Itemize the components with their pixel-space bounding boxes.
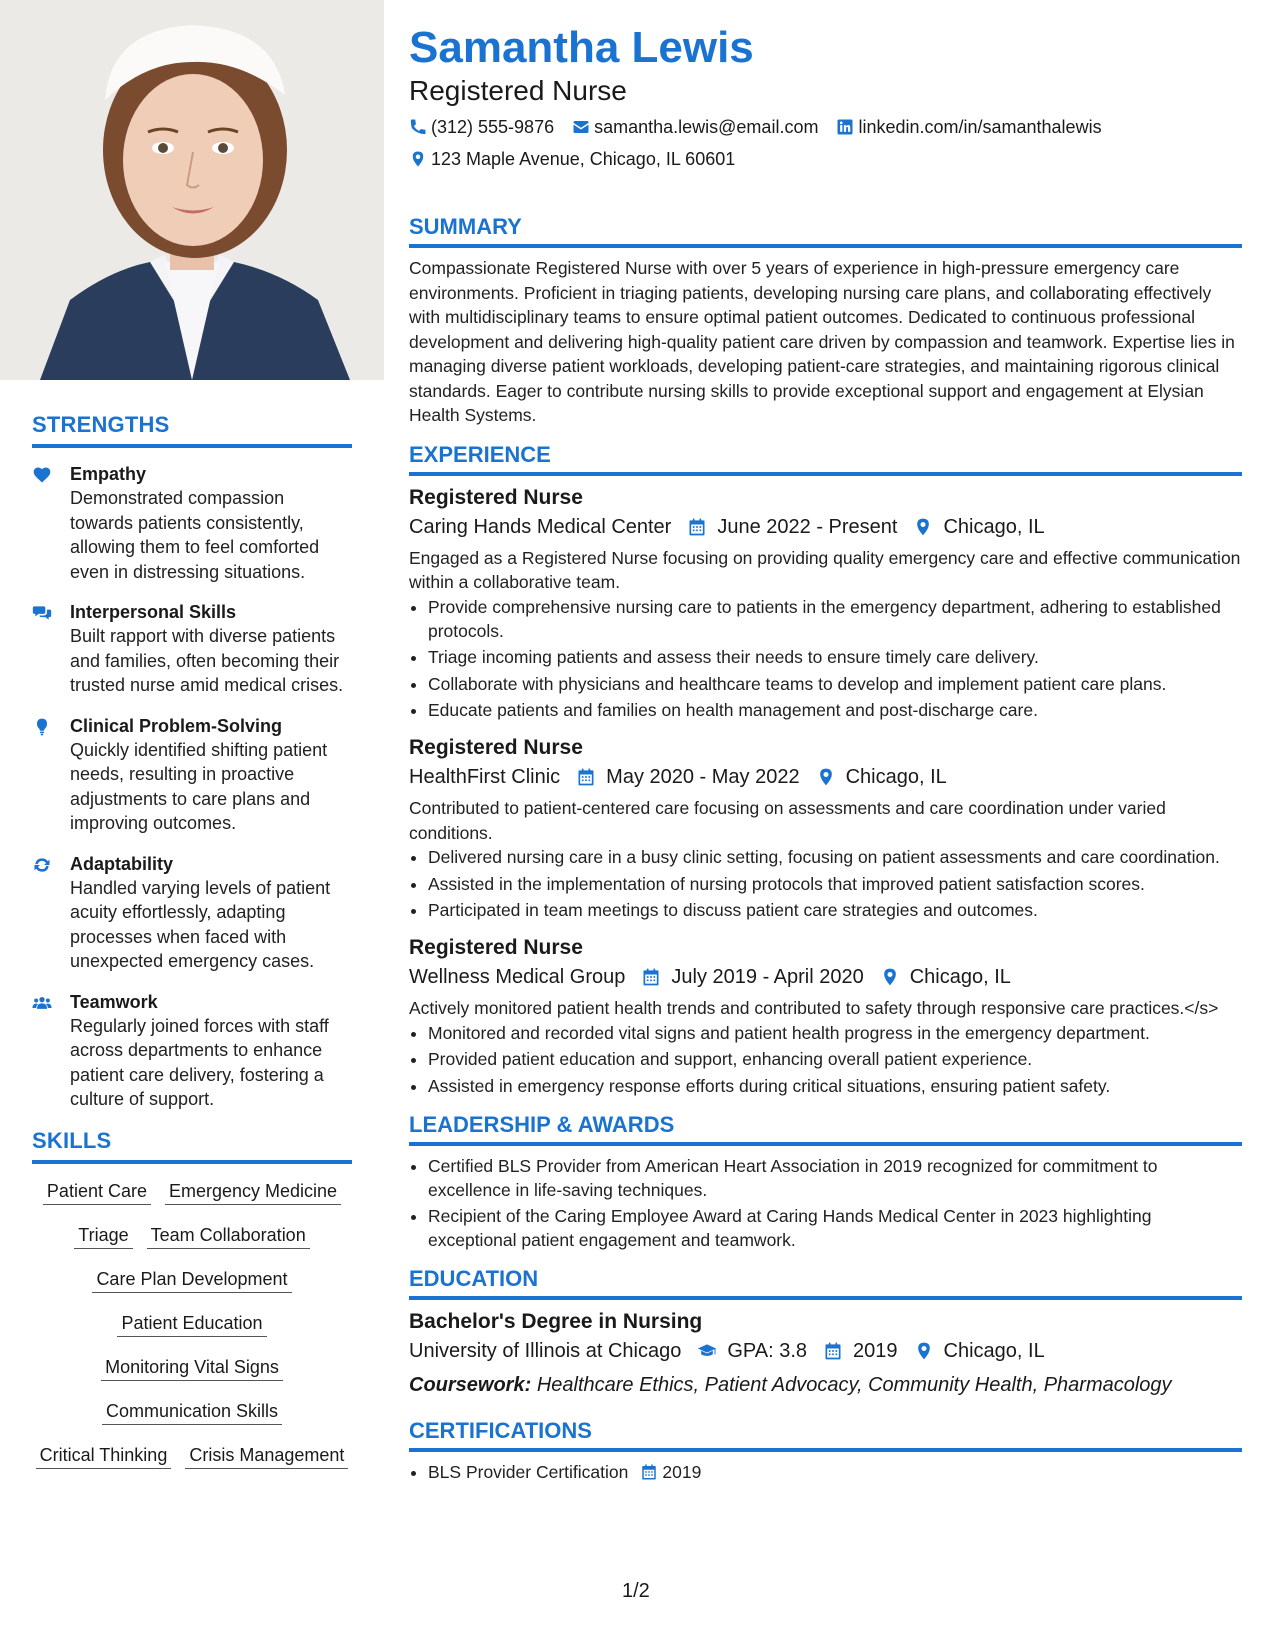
strength-title: Teamwork: [70, 991, 158, 1012]
sidebar: [0, 0, 384, 1650]
linkedin-contact[interactable]: [836, 116, 1101, 138]
graduation-year-text: 2019: [853, 1340, 898, 1362]
certifications-list: [428, 1460, 1242, 1484]
degree: Bachelor's Degree in Nursing: [409, 1310, 703, 1333]
job-title: Registered Nurse: [409, 936, 583, 959]
school-location: [914, 1336, 1045, 1366]
job-dates-text: June 2022 - Present: [717, 515, 898, 538]
candidate-name: Samantha Lewis: [409, 23, 754, 72]
awards-list: [428, 1154, 1242, 1253]
strengths-heading: STRENGTHS: [32, 412, 352, 448]
school-name: University of Illinois at Chicago: [409, 1340, 682, 1362]
heart-icon: [32, 462, 70, 584]
strength-item: [32, 600, 352, 698]
strength-title: Clinical Problem-Solving: [70, 715, 283, 736]
skill-tag: Emergency Medicine: [165, 1180, 341, 1205]
phone-text: (312) 555-9876: [431, 117, 555, 137]
job-title: Registered Nurse: [409, 736, 583, 759]
company-name: Caring Hands Medical Center: [409, 515, 672, 538]
certification-line: [428, 1460, 1242, 1484]
strength-item: [32, 714, 352, 836]
job-summary: Engaged as a Registered Nurse focusing on providing quality emergency care and effective communication within a collaborative team.: [409, 547, 1241, 592]
map-marker-icon: [409, 150, 427, 168]
job-entry: [409, 484, 1242, 723]
email-contact[interactable]: [572, 116, 818, 138]
coursework-text: Healthcare Ethics, Patient Advocacy, Community Health, Pharmacology: [536, 1374, 1172, 1396]
job-location: [913, 512, 1044, 542]
skill-tag: Care Plan Development: [92, 1268, 291, 1293]
graduation-year: [823, 1336, 898, 1366]
phone-contact: [409, 116, 554, 138]
calendar-icon: [823, 1341, 843, 1361]
strength-item: [32, 990, 352, 1112]
map-marker-icon: [914, 1341, 934, 1361]
calendar-icon: [576, 767, 596, 787]
lightbulb-icon: [32, 714, 70, 836]
strength-item: [32, 462, 352, 584]
strength-desc: Handled varying levels of patient acuity effortlessly, adapting processes when faced with unexpected emergency cases.: [70, 877, 331, 971]
calendar-icon: [687, 517, 707, 537]
comments-icon: [32, 600, 70, 698]
list-item: • Provide comprehensive nursing care to patients in the emergency department, adhering to established protocols.: [428, 595, 1242, 643]
strength-desc: Regularly joined forces with staff across departments to enhance patient care delivery, fostering a culture of support.: [70, 1015, 329, 1109]
list-item: • Assisted in emergency response efforts during critical situations, ensuring patient safety.: [428, 1074, 1242, 1098]
coursework-label: Coursework:: [409, 1374, 532, 1396]
strength-desc: Quickly identified shifting patient needs, resulting in proactive adjustments to care plans and improving outcomes.: [70, 739, 328, 833]
education-section: [409, 1266, 1242, 1400]
main-content: [409, 22, 1242, 1487]
sync-icon: [32, 852, 70, 974]
job-dates-text: May 2020 - May 2022: [606, 766, 800, 788]
job-dates-text: July 2019 - April 2020: [671, 966, 864, 988]
skill-tag: Patient Education: [117, 1312, 266, 1337]
job-meta: [409, 762, 1242, 792]
calendar-icon: [640, 1463, 658, 1481]
graduation-cap-icon: [697, 1341, 717, 1361]
job-location-text: Chicago, IL: [943, 515, 1045, 538]
address-text: 123 Maple Avenue, Chicago, IL 60601: [431, 149, 736, 169]
list-item: • Participated in team meetings to discuss patient care strategies and outcomes.: [428, 898, 1242, 922]
list-item: • Certified BLS Provider from American Heart Association in 2019 recognized for commitment to excellence in life-saving techniques.: [428, 1154, 1242, 1202]
contact-info: [409, 116, 1242, 180]
job-meta: [409, 512, 1242, 542]
skill-tag: Triage: [74, 1224, 132, 1249]
profile-photo: [0, 0, 384, 380]
map-marker-icon: [913, 517, 933, 537]
list-item: • Monitored and recorded vital signs and patient health progress in the emergency department.: [428, 1021, 1242, 1045]
experience-heading: EXPERIENCE: [409, 442, 1242, 476]
summary-section: [409, 214, 1242, 428]
map-marker-icon: [816, 767, 836, 787]
awards-section: [409, 1112, 1242, 1253]
list-item: • Educate patients and families on health management and post-discharge care.: [428, 698, 1242, 722]
certification-name: • BLS Provider Certification: [428, 1462, 629, 1482]
certifications-heading: CERTIFICATIONS: [409, 1418, 1242, 1452]
education-heading: EDUCATION: [409, 1266, 1242, 1300]
company-name: HealthFirst Clinic: [409, 766, 561, 788]
skill-tag: Team Collaboration: [147, 1224, 310, 1249]
candidate-role: Registered Nurse: [409, 75, 627, 106]
skills-list: [32, 1180, 352, 1469]
list-item: • Triage incoming patients and assess their needs to ensure timely care delivery.: [428, 645, 1242, 669]
company-name: Wellness Medical Group: [409, 966, 626, 988]
list-item: • Delivered nursing care in a busy clinic setting, focusing on patient assessments and care coordination.: [428, 845, 1242, 869]
job-summary: Actively monitored patient health trends and contributed to safety through responsive care practices.</s>: [409, 998, 1219, 1018]
awards-heading: LEADERSHIP & AWARDS: [409, 1112, 1242, 1146]
job-entry: [409, 934, 1242, 1098]
list-item: • Assisted in the implementation of nursing protocols that improved patient satisfaction scores.: [428, 872, 1242, 896]
job-dates: [687, 512, 897, 542]
summary-text: Compassionate Registered Nurse with over 5 years of experience in high-pressure emergency care environments. Proficient in triaging patients, developing nursing care plans, and collaborating effectively with multidisciplinary teams to ensure optimal patient outcomes. Dedicated to continuous professional development and delivering high-quality patient care driven by compassion and teamwork. Expertise lies in managing diverse patient workloads, developing patient-care strategies, and maintaining rigorous clinical standards. Eager to contribute nursing skills to provide exceptional support and engagement at Elysian Health Systems.: [409, 258, 1235, 425]
job-location: [816, 762, 947, 792]
linkedin-text: linkedin.com/in/samanthalewis: [858, 117, 1102, 137]
job-bullets: [428, 595, 1242, 723]
education-meta: [409, 1336, 1242, 1366]
list-item: • Recipient of the Caring Employee Award at Caring Hands Medical Center in 2023 highlighting exceptional patient engagement and teamwork.: [428, 1204, 1242, 1252]
job-location-text: Chicago, IL: [909, 966, 1011, 988]
address-contact: [409, 148, 735, 170]
job-entry: [409, 734, 1242, 922]
list-item: • Collaborate with physicians and healthcare teams to develop and implement patient care plans.: [428, 672, 1242, 696]
skill-tag: Critical Thinking: [36, 1444, 172, 1469]
list-item: [428, 1460, 1242, 1484]
gpa-text: GPA: 3.8: [727, 1340, 808, 1362]
skill-tag: Monitoring Vital Signs: [101, 1356, 283, 1381]
job-location-text: Chicago, IL: [845, 766, 947, 788]
phone-icon: [409, 118, 427, 136]
school-location-text: Chicago, IL: [943, 1340, 1045, 1362]
job-title: Registered Nurse: [409, 485, 583, 509]
linkedin-icon: [836, 118, 854, 136]
job-bullets: [428, 845, 1242, 922]
skills-heading: SKILLS: [32, 1128, 352, 1164]
calendar-icon: [641, 967, 661, 987]
strength-title: Empathy: [70, 464, 147, 484]
experience-section: [409, 442, 1242, 1098]
map-marker-icon: [880, 967, 900, 987]
list-item: • Provided patient education and support, enhancing overall patient experience.: [428, 1047, 1242, 1071]
email-text: samantha.lewis@email.com: [594, 117, 819, 137]
envelope-icon: [572, 118, 590, 136]
strength-item: [32, 852, 352, 974]
strength-title: Interpersonal Skills: [70, 602, 237, 622]
job-location: [880, 962, 1011, 992]
job-bullets: [428, 1021, 1242, 1098]
strength-desc: Demonstrated compassion towards patients consistently, allowing them to feel comforted even in distressing situations.: [70, 488, 320, 582]
job-dates: [641, 962, 863, 992]
job-summary: Contributed to patient-centered care focusing on assessments and care coordination under varied conditions.: [409, 798, 1166, 843]
coursework: [409, 1370, 1242, 1400]
skill-tag: Crisis Management: [185, 1444, 348, 1469]
certification-year: 2019: [662, 1462, 702, 1482]
job-dates: [576, 762, 799, 792]
gpa: [697, 1336, 807, 1366]
skill-tag: Communication Skills: [102, 1400, 282, 1425]
page-number: 1/2: [622, 1580, 650, 1602]
strength-title: Adaptability: [70, 853, 174, 874]
skill-tag: Patient Care: [43, 1180, 151, 1205]
certifications-section: [409, 1418, 1242, 1484]
strength-desc: Built rapport with diverse patients and families, often becoming their trusted nurse amid medical crises.: [70, 626, 344, 695]
users-icon: [32, 990, 70, 1112]
job-meta: [409, 962, 1242, 992]
summary-heading: SUMMARY: [409, 214, 1242, 248]
